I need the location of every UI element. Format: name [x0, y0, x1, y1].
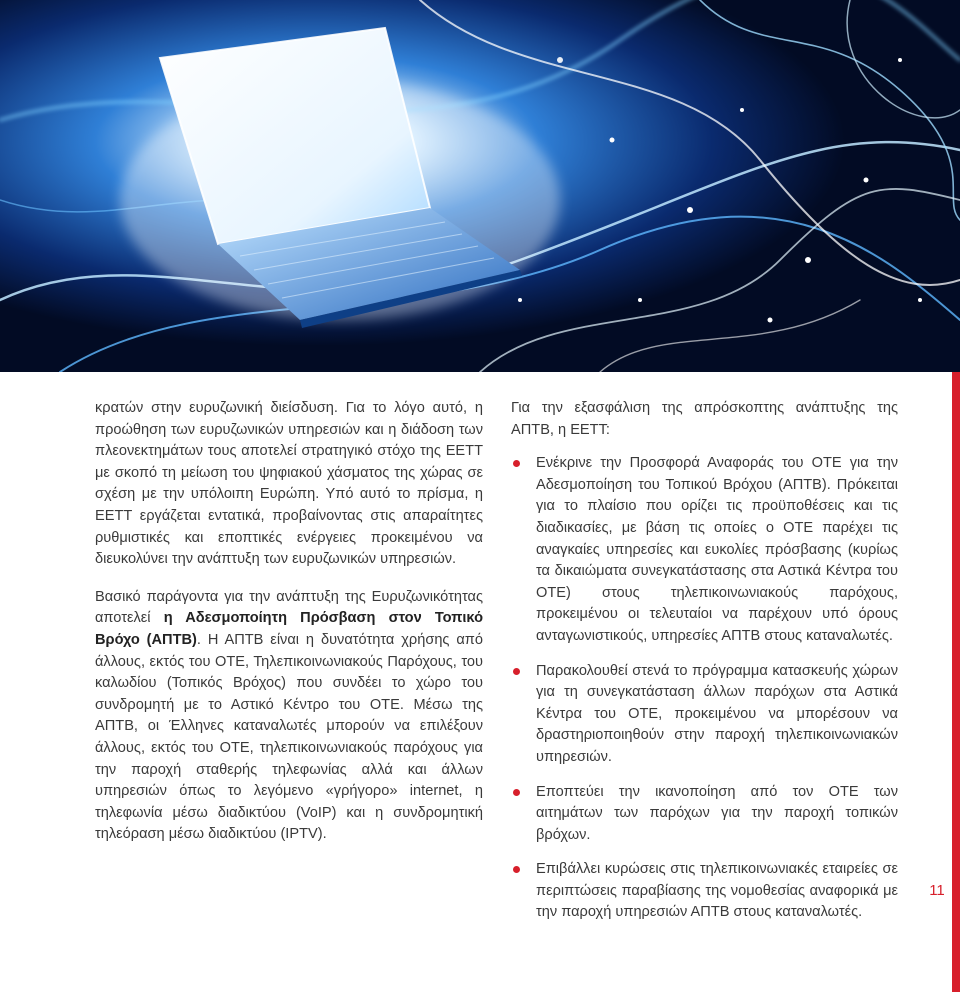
uloop-highlight: η Αδεσμοποίητη Πρόσβαση στον Τοπικό Βρόχο (ΑΠΤΒ) [95, 610, 483, 648]
page-number: 11 [929, 882, 945, 899]
hero-image [0, 0, 960, 372]
list-item: Εποπτεύει την ικανοποίηση από τον ΟΤΕ των αιτημάτων των παρόχων για την παροχή τοπικών βρόχων. [511, 782, 898, 847]
measures-list [511, 453, 898, 924]
left-column [95, 398, 483, 846]
list-item: Επιβάλλει κυρώσεις στις τηλεπικοινωνιακές εταιρείες σε περιπτώσεις παραβίασης της νομοθεσίας αναφορικά με την παροχή υπηρεσιών ΑΠΤΒ στους καταναλωτές. [511, 859, 898, 924]
bullet-dot-icon [513, 789, 520, 796]
bullet-dot-icon [513, 668, 520, 675]
list-item: Παρακολουθεί στενά το πρόγραμμα κατασκευής χώρων για τη συνεγκατάσταση άλλων παρόχων στα Αστικά Κέντρα του ΟΤΕ, προκειμένου να μπορέσουν να δραστηριοποιηθούν στην παροχή τηλεπικοινωνιακών υπηρεσιών. [511, 661, 898, 769]
uloop-paragraph [95, 587, 483, 846]
accent-bar [952, 372, 960, 992]
laptop-fiber-optic-illustration [0, 0, 960, 372]
right-column [511, 398, 898, 937]
list-item: Ενέκρινε την Προσφορά Αναφοράς του ΟΤΕ για την Αδεσμοποίηση του Τοπικού Βρόχου (ΑΠΤΒ). Πρόκειται για το πλαίσιο που ορίζει τις προϋποθέσεις και τις διαδικασίες, με βάση τις οποίες ο ΟΤΕ παρέχει τις αναγκαίες υπηρεσίες και ευκολίες πρόσβασης (κυρίως τα δικαιώματα συνεγκατάστασης στα Αστικά Κέντρα του ΟΤΕ) στους τηλεπικοινωνιακούς παρόχους, προκειμένου οι τελευταίοι να παρέχουν υπό όρους ανταγωνιστικούς, υπηρεσίες ΑΠΤΒ στους καταναλωτές. [511, 453, 898, 647]
measures-intro: Για την εξασφάλιση της απρόσκοπτης ανάπτυξης της ΑΠΤΒ, η ΕΕΤΤ: [511, 400, 898, 438]
bullet-dot-icon [513, 866, 520, 873]
uloop-paragraph-intro: Βασικό παράγοντα για την ανάπτυξη της Ευρυζωνικότητας αποτελεί [95, 588, 483, 627]
uloop-paragraph-rest: . Η ΑΠΤΒ είναι η δυνατότητα χρήσης από άλλους, εκτός του ΟΤΕ, Τηλεπικοινωνιακούς Παρόχους, του καλωδίου (Τοπικός Βρόχος) που συνδέει το χώρο του συνδρομητή με το Αστικό Κέντρο του ΟΤΕ. Μέσω της ΑΠΤΒ, οι Έλληνες καταναλωτές μπορούν να επιλέξουν άλλους, εκτός του ΟΤΕ, τηλεπικοινωνιακούς παρόχους για την παροχή σταθερής τηλεφωνίας αλλά και άλλων υπηρεσιών όπως το λεγόμενο «γρήγορο» internet, η τηλεφωνία μέσω διαδικτύου (VoIP) και η συνδρομητική τηλεόραση μέσω διαδικτύου (IPTV). [95, 631, 483, 843]
intro-paragraph: κρατών στην ευρυζωνική διείσδυση. Για το λόγο αυτό, η προώθηση των ευρυζωνικών υπηρεσιών και η διάδοση των πλεονεκτημάτων τους αποτελεί στρατηγικό στόχο της ΕΕΤΤ με σκοπό τη μείωση του ψηφιακού χάσματος της χώρας σε σχέση με την υπόλοιπη Ευρώπη. Υπό αυτό το πρίσμα, η ΕΕΤΤ εργάζεται εντατικά, προβαίνοντας στις απαραίτητες ρυθμιστικές και εποπτικές ενέργειες προκειμένου να διευκολύνει την ανάπτυξη των ευρυζωνικών υπηρεσιών. [95, 400, 483, 568]
bullet-dot-icon [513, 460, 520, 467]
